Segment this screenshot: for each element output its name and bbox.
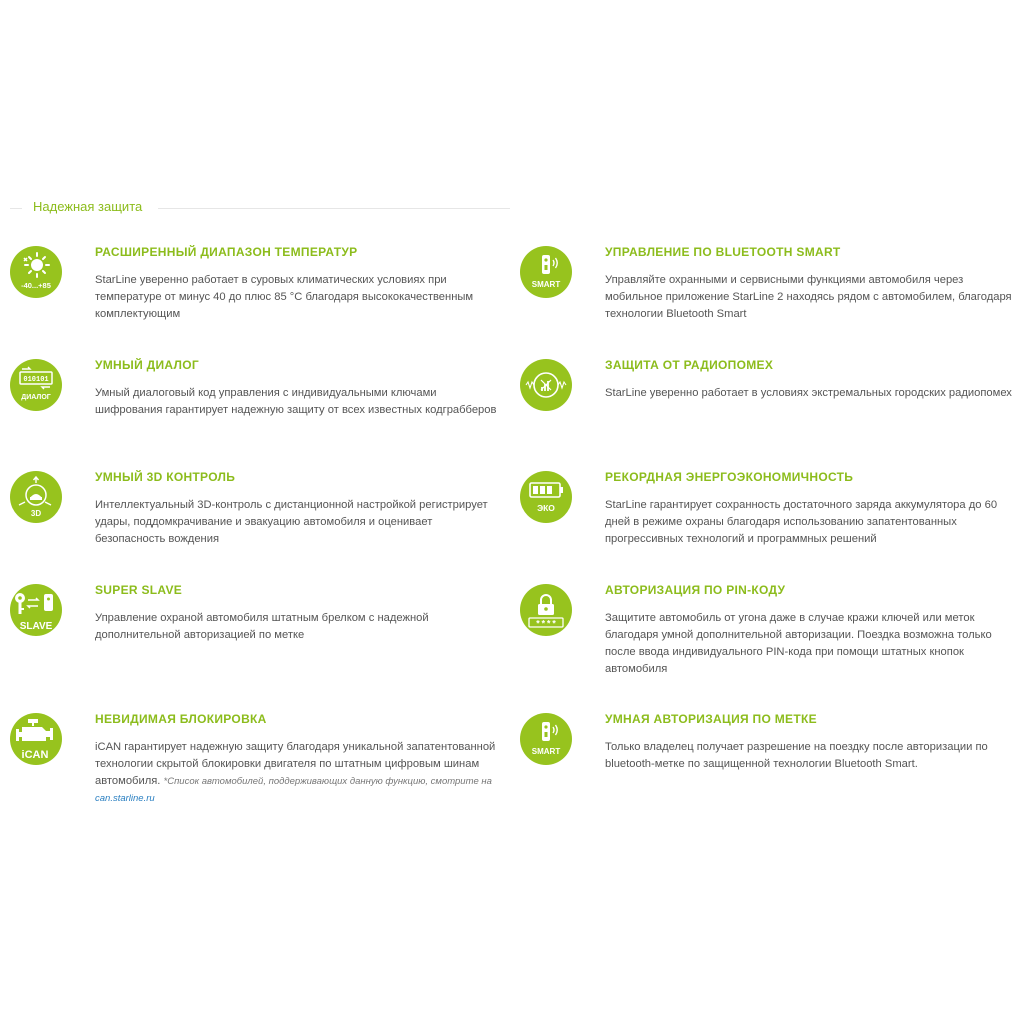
divider-right <box>158 208 510 209</box>
dialog-code-icon <box>10 359 62 411</box>
feature-title: УМНЫЙ ДИАЛОГ <box>95 358 199 372</box>
section-header <box>10 199 510 219</box>
ican-icon-label: iCAN <box>21 749 49 761</box>
divider-left <box>10 208 22 209</box>
smart-key-icon <box>520 246 572 298</box>
feature-description: Умный диалоговый код управления с индивидуальными ключами шифрования гарантирует надежную защиту от всех известных кодграбберов <box>95 387 497 416</box>
pin-lock-icon <box>520 584 572 636</box>
feature-description: StarLine гарантирует сохранность достаточного заряда аккумулятора до 60 дней в режиме охраны благодаря использованию запатентованных прогрессивных технологий и программных решений <box>605 499 998 545</box>
eco-icon-label: ЭКО <box>537 503 555 513</box>
feature-description: Управление охраной автомобиля штатным брелком с надежной дополнительной авторизацией по метке <box>95 612 429 641</box>
slave-icon-label: SLAVE <box>19 621 53 632</box>
feature-description: Управляйте охранными и сервисными функциями автомобиля через мобильное приложение StarLine 2 находясь рядом с автомобилем, благодаря технологии Bluetooth Smart <box>605 274 1012 320</box>
3d-icon-label: 3D <box>30 509 42 518</box>
can-starline-link[interactable]: can.starline.ru <box>95 793 155 804</box>
feature-title: ЗАЩИТА ОТ РАДИОПОМЕХ <box>605 358 774 372</box>
feature-title: АВТОРИЗАЦИЯ ПО PIN-КОДУ <box>605 583 786 597</box>
radio-interference-icon <box>520 359 572 411</box>
section-title: Надежная защита <box>33 199 143 214</box>
battery-eco-icon <box>520 471 572 523</box>
feature-title: УПРАВЛЕНИЕ ПО BLUETOOTH SMART <box>605 245 841 259</box>
feature-description: StarLine уверенно работает в суровых климатических условиях при температуре от минус 40 до плюс 85 °C благодаря высококачественным комплектующим <box>95 274 474 320</box>
feature-title: НЕВИДИМАЯ БЛОКИРОВКА <box>95 712 267 726</box>
feature-description: Только владелец получает разрешение на поездку после авторизации по bluetooth-метке по защищенной технологии Bluetooth Smart. <box>605 741 988 770</box>
feature-title: РАСШИРЕННЫЙ ДИАПАЗОН ТЕМПЕРАТУР <box>95 245 358 259</box>
temperature-icon-label: -40...+85 <box>21 281 51 290</box>
feature-description-text: iCAN гарантирует надежную защиту благодаря уникальной запатентованной технологии скрытой блокировки двигателя по штатным цифровым шинам автомобиля. <box>95 741 496 787</box>
feature-description: Защитите автомобиль от угона даже в случае кражи ключей или меток благодаря умной дополнительной авторизации. Поездка возможна только после ввода индивидуального PIN-кода при помощи штатных кнопок автомобиля <box>605 612 992 675</box>
feature-title: РЕКОРДНАЯ ЭНЕРГОЭКОНОМИЧНОСТЬ <box>605 470 854 484</box>
slave-key-icon <box>10 584 62 636</box>
feature-title: УМНАЯ АВТОРИЗАЦИЯ ПО МЕТКЕ <box>605 712 817 726</box>
smart-tag-icon-label: SMART <box>531 747 561 756</box>
feature-title: SUPER SLAVE <box>95 583 183 597</box>
dialog-icon-label: ДИАЛОГ <box>21 394 51 401</box>
temperature-range-icon <box>10 246 62 298</box>
pin-icon-label: **** <box>535 619 557 630</box>
feature-description <box>95 739 505 807</box>
smart-tag-icon <box>520 713 572 765</box>
smart-icon-label: SMART <box>531 280 561 289</box>
3d-control-icon <box>10 471 62 523</box>
feature-description: StarLine уверенно работает в условиях экстремальных городских радиопомех <box>605 387 1012 399</box>
feature-description: Интеллектуальный 3D-контроль с дистанционной настройкой регистрирует удары, поддомкрачивание и эвакуацию автомобиля и оценивает безопасность вождения <box>95 499 488 545</box>
ican-engine-icon <box>10 713 62 765</box>
feature-title: УМНЫЙ 3D КОНТРОЛЬ <box>95 470 236 484</box>
footnote: *Список автомобилей, поддерживающих данную функцию, смотрите на <box>163 776 492 787</box>
dialog-code-label: 010101 <box>23 376 49 384</box>
